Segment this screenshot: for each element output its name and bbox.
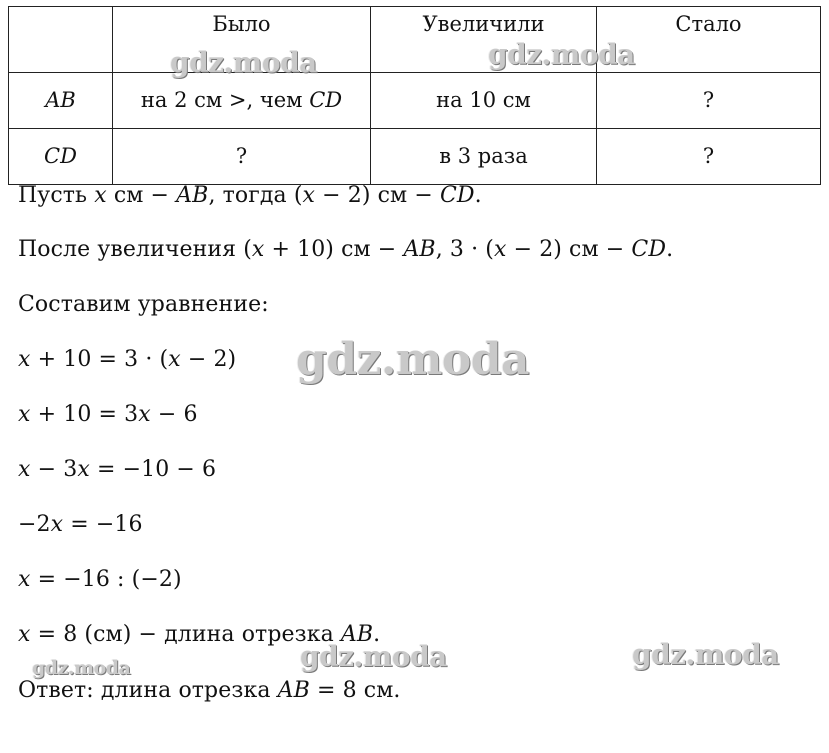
text: , 3 · ( — [435, 237, 494, 262]
header-empty-cell — [9, 7, 113, 73]
header-was: Было — [113, 7, 371, 73]
watermark: gdz.moda — [632, 638, 779, 671]
var-x: x — [18, 457, 31, 482]
var-x: x — [50, 512, 64, 537]
answer-line — [18, 677, 401, 705]
header-increased: Увеличили — [371, 7, 597, 73]
text: После увеличения ( — [18, 237, 252, 262]
text: + 10 = 3 · ( — [37, 347, 169, 372]
table-row-ab — [9, 73, 821, 129]
equation-step-3 — [18, 456, 216, 484]
cell-var: CD — [309, 88, 343, 112]
table-header-row — [9, 7, 821, 73]
text: . — [474, 183, 482, 208]
cell-cd-was: ? — [113, 129, 371, 185]
text: Пусть — [18, 183, 88, 208]
var-ab: AB — [277, 678, 310, 703]
text: − 2) — [187, 347, 237, 372]
var-x: x — [251, 237, 265, 262]
equation-step-2 — [18, 401, 198, 429]
var-x: x — [138, 402, 151, 427]
var-ab: AB — [176, 183, 209, 208]
watermark: gdz.moda — [300, 640, 447, 673]
text: см − — [113, 183, 170, 208]
solution-line-after-increase — [18, 236, 673, 264]
row-label-ab — [9, 73, 113, 129]
var-x: x — [168, 347, 181, 372]
var-cd: CD — [439, 183, 475, 208]
text: + 10 = 3 — [37, 402, 139, 427]
table-row-cd — [9, 129, 821, 185]
text: Ответ: длина отрезка — [18, 678, 271, 703]
var-cd: CD — [631, 237, 667, 262]
watermark: gdz.moda — [488, 38, 635, 71]
equation-result — [18, 621, 380, 649]
watermark: gdz.moda — [170, 46, 317, 79]
solution-line-let — [18, 182, 482, 210]
var-x: x — [493, 237, 507, 262]
text: = 8 (см) − длина отрезка — [37, 622, 334, 647]
text: . — [666, 237, 674, 262]
text: − 2) см − — [322, 183, 433, 208]
text: . — [373, 622, 381, 647]
problem-table — [8, 6, 821, 185]
text: − 6 — [157, 402, 198, 427]
var-x: x — [77, 457, 90, 482]
solution-line-equation-heading: Составим уравнение: — [18, 292, 269, 317]
var-x: x — [94, 183, 107, 208]
text: − 3 — [37, 457, 78, 482]
cell-text: на 2 см >, чем — [140, 88, 303, 112]
var-x: x — [18, 567, 31, 592]
cell-cd-became: ? — [597, 129, 821, 185]
text: = −10 − 6 — [96, 457, 217, 482]
row-label-text: CD — [44, 144, 77, 168]
equation-step-1 — [18, 346, 236, 374]
watermark: gdz.moda — [32, 657, 131, 679]
row-label-cd — [9, 129, 113, 185]
cell-ab-became: ? — [597, 73, 821, 129]
equation-step-5 — [18, 566, 182, 594]
text: = −16 — [70, 512, 143, 537]
cell-ab-increased: на 10 см — [371, 73, 597, 129]
row-label-text: AB — [45, 88, 76, 112]
text: , тогда ( — [208, 183, 303, 208]
cell-cd-increased: в 3 раза — [371, 129, 597, 185]
watermark: gdz.moda — [296, 334, 530, 385]
text: − 2) см − — [513, 237, 625, 262]
text: = −16 : (−2) — [37, 567, 182, 592]
var-x: x — [18, 622, 31, 647]
var-x: x — [302, 183, 316, 208]
equation-step-4 — [18, 511, 143, 539]
var-ab: AB — [403, 237, 436, 262]
var-x: x — [18, 402, 31, 427]
text: = 8 см. — [316, 678, 401, 703]
text: + 10) см − — [271, 237, 397, 262]
var-ab: AB — [340, 622, 374, 647]
var-x: x — [18, 347, 31, 372]
cell-ab-was — [113, 73, 371, 129]
header-became: Стало — [597, 7, 821, 73]
text: −2 — [18, 512, 51, 537]
